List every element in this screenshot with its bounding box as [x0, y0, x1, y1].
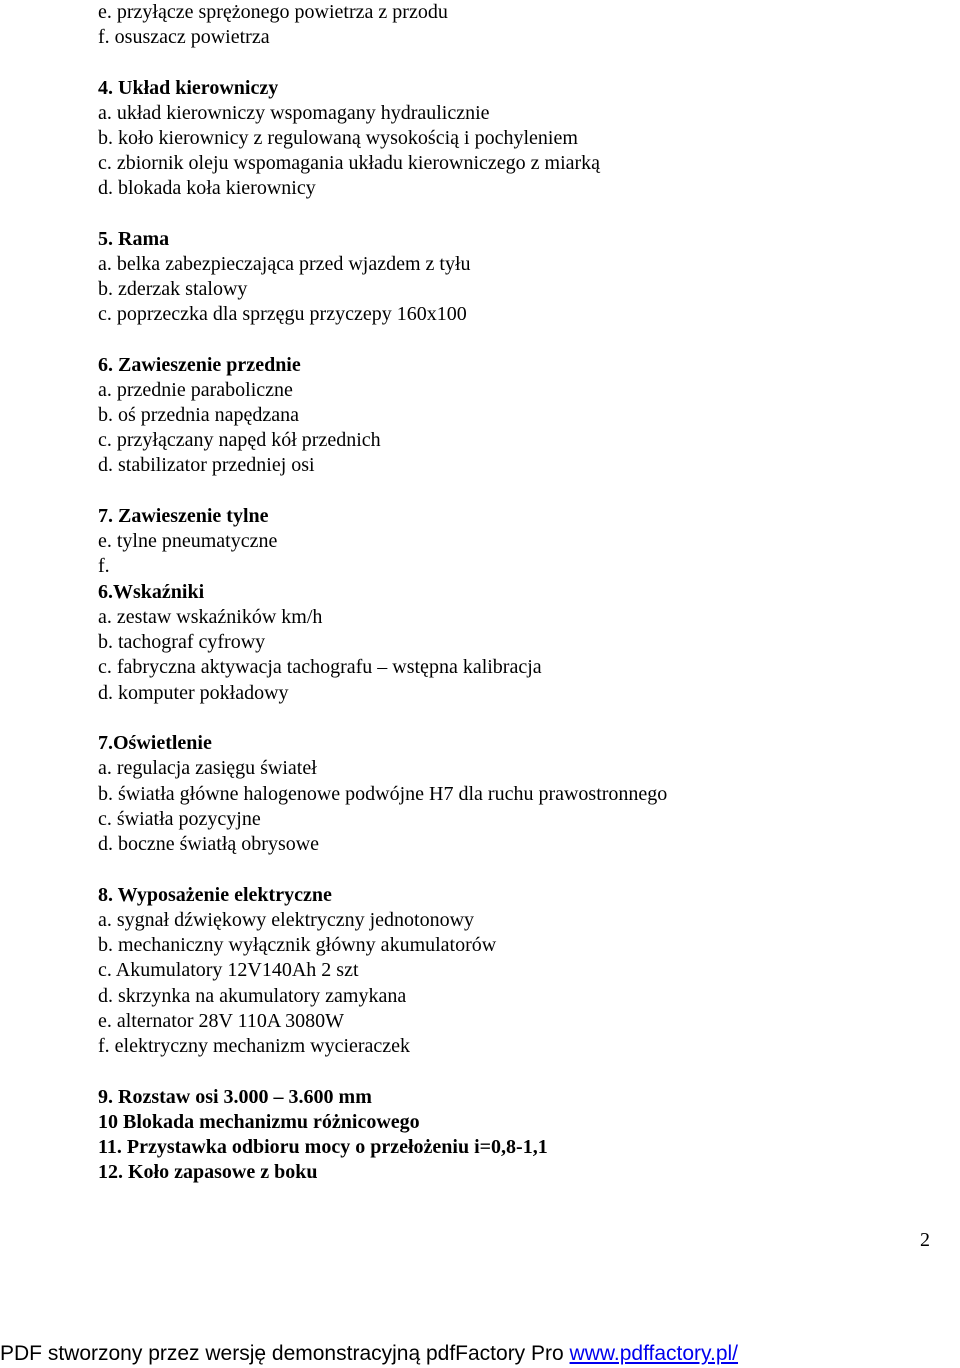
list-item: d. boczne światłą obrysowe	[98, 833, 320, 855]
list-item: b. światła główne halogenowe podwójne H7 dla ruchu prawostronnego	[98, 783, 668, 805]
list-item: a. zestaw wskaźników km/h	[98, 606, 323, 628]
list-item: f. elektryczny mechanizm wycieraczek	[98, 1035, 411, 1057]
list-item: a. belka zabezpieczająca przed wjazdem z tyłu	[98, 253, 471, 275]
section-heading: 5. Rama	[98, 228, 170, 250]
list-item: c. Akumulatory 12V140Ah 2 szt	[98, 959, 359, 981]
list-item: b. koło kierownicy z regulowaną wysokością i pochyleniem	[98, 127, 578, 149]
list-item: d. stabilizator przedniej osi	[98, 454, 315, 476]
list-item: c. przyłączany napęd kół przednich	[98, 429, 381, 451]
list-item: f.	[98, 555, 110, 577]
list-item: c. światła pozycyjne	[98, 808, 261, 830]
section-heading: 11. Przystawka odbioru mocy o przełożeniu i=0,8-1,1	[98, 1136, 548, 1158]
list-item: a. przednie paraboliczne	[98, 379, 293, 401]
footer-text: PDF stworzony przez wersję demonstracyjną pdfFactory Pro	[0, 1342, 570, 1365]
list-item: d. skrzynka na akumulatory zamykana	[98, 985, 407, 1007]
section-heading: 8. Wyposażenie elektryczne	[98, 884, 332, 906]
section-heading: 4. Układ kierowniczy	[98, 77, 279, 99]
list-item: a. układ kierowniczy wspomagany hydraulicznie	[98, 102, 490, 124]
list-item: c. poprzeczka dla sprzęgu przyczepy 160x100	[98, 303, 467, 325]
list-item: e. tylne pneumatyczne	[98, 530, 278, 552]
section-heading: 10 Blokada mechanizmu różnicowego	[98, 1111, 420, 1133]
list-item: b. tachograf cyfrowy	[98, 631, 266, 653]
list-item: e. przyłącze sprężonego powietrza z przodu	[98, 1, 448, 23]
section-heading: 12. Koło zapasowe z boku	[98, 1161, 318, 1183]
footer-banner	[0, 1340, 738, 1368]
list-item: a. sygnał dźwiękowy elektryczny jednotonowy	[98, 909, 475, 931]
list-item: d. komputer pokładowy	[98, 682, 289, 704]
list-item: d. blokada koła kierownicy	[98, 177, 316, 199]
list-item: c. fabryczna aktywacja tachografu – wstępna kalibracja	[98, 656, 542, 678]
section-heading: 6.Wskaźniki	[98, 581, 205, 603]
section-heading: 7.Oświetlenie	[98, 732, 212, 754]
list-item: b. mechaniczny wyłącznik główny akumulatorów	[98, 934, 497, 956]
footer-link[interactable]: www.pdffactory.pl/	[569, 1342, 739, 1365]
page-number: 2	[920, 1229, 930, 1251]
list-item: c. zbiornik oleju wspomagania układu kierowniczego z miarką	[98, 152, 601, 174]
list-item: b. zderzak stalowy	[98, 278, 248, 300]
section-heading: 9. Rozstaw osi 3.000 – 3.600 mm	[98, 1086, 372, 1108]
list-item: f. osuszacz powietrza	[98, 26, 270, 48]
list-item: b. oś przednia napędzana	[98, 404, 300, 426]
section-heading: 7. Zawieszenie tylne	[98, 505, 269, 527]
section-heading: 6. Zawieszenie przednie	[98, 354, 301, 376]
list-item: e. alternator 28V 110A 3080W	[98, 1010, 345, 1032]
list-item: a. regulacja zasięgu świateł	[98, 757, 317, 779]
